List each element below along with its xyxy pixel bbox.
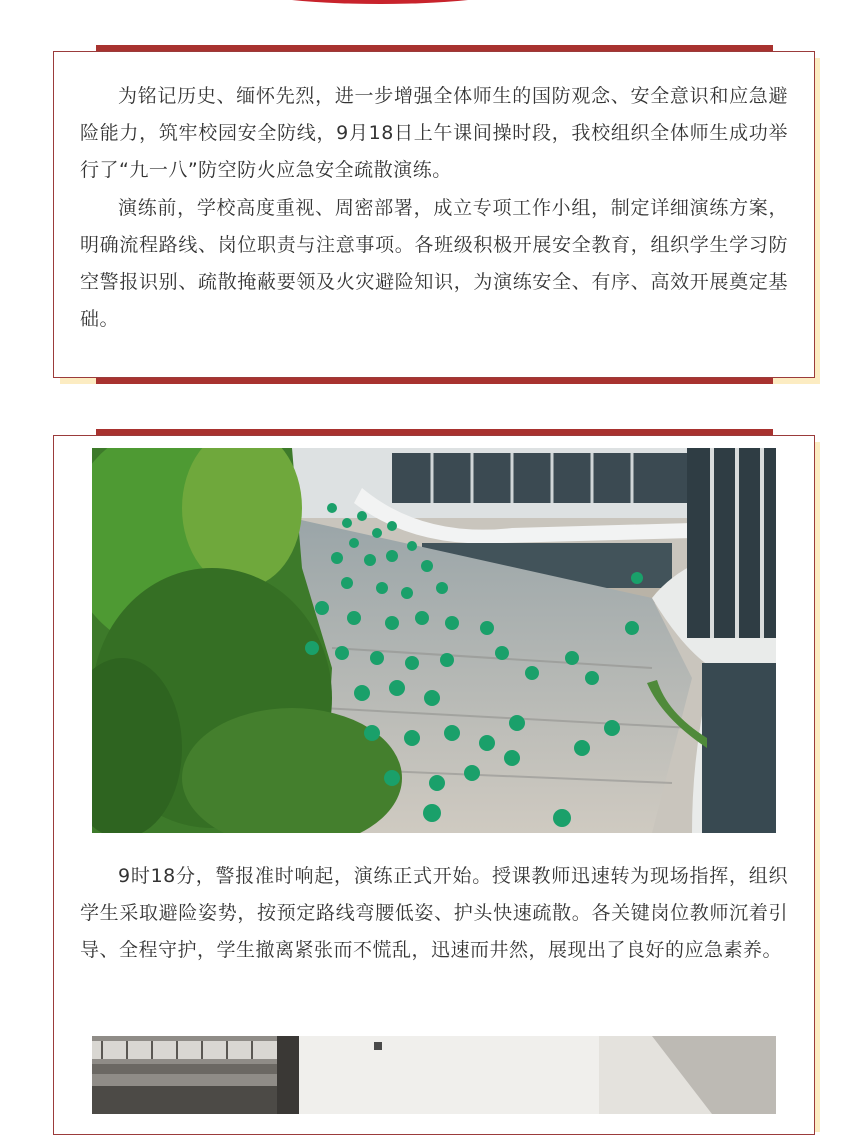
paragraph-preparation: 演练前，学校高度重视、周密部署，成立专项工作小组，制定详细演练方案，明确流程路线、岗位职责与注意事项。各班级积极开展安全教育，组织学生学习防空警报识别、疏散掩蔽要领及火灾避险知识，为演练安全、有序、高效开展奠定基础。 xyxy=(80,197,788,330)
drill-photo-2 xyxy=(92,1036,776,1114)
paragraph-intro: 为铭记历史、缅怀先烈，进一步增强全体师生的国防观念、安全意识和应急避险能力，筑牢校园安全防线，9月18日上午课间操时段，我校组织全体师生成功举行了“九一八”防空防火应急安全疏散演练。 xyxy=(80,85,788,181)
drill-photo-illustration xyxy=(92,448,776,833)
card-bottom-bar xyxy=(96,378,773,384)
drill-photo-2-illustration xyxy=(92,1036,776,1114)
drill-photo xyxy=(92,448,776,833)
header-decoration xyxy=(240,0,520,4)
card-top-bar xyxy=(96,45,773,51)
paragraph-drill: 9时18分，警报准时响起，演练正式开始。授课教师迅速转为现场指挥，组织学生采取避险姿势，按预定路线弯腰低姿、护头快速疏散。各关键岗位教师沉着引导、全程守护，学生撤离紧张而不慌乱，迅速而井然，展现出了良好的应急素养。 xyxy=(80,865,788,961)
card-top-bar xyxy=(96,429,773,435)
